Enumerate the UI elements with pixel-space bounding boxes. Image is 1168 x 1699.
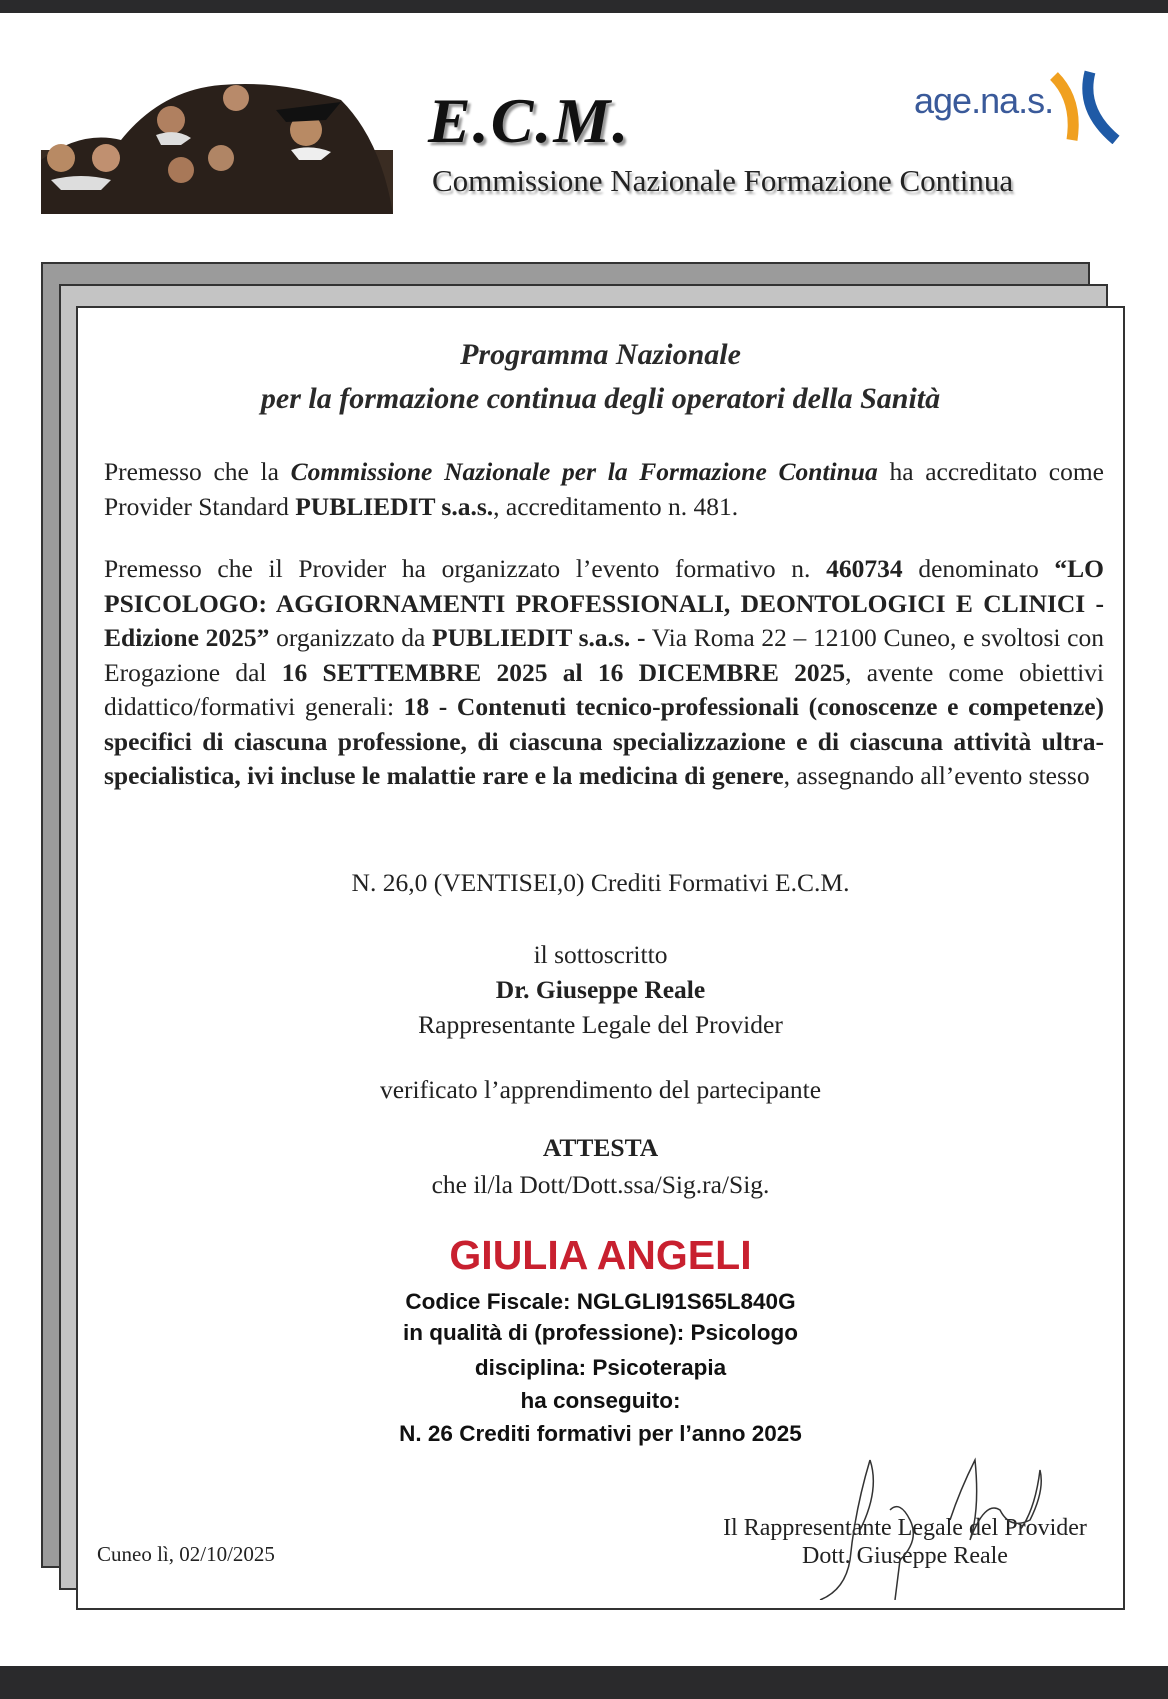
event-title: “LO PSICOLOGO: AGGIORNAMENTI PROFESSIONALI, DEONTOLOGICI E CLINICI - Edizione 2025” [104,554,1104,652]
title-options: che il/la Dott/Dott.ssa/Sig.ra/Sig. [431,1170,770,1199]
agenas-logo-icon [1050,70,1120,144]
obtained-label: ha conseguito: [520,1388,681,1413]
verified-label: verificato l’apprendimento del partecipante [379,1075,822,1104]
text: Via Roma 22 – 12100 Cuneo, e svoltosi con Erogazione dal [104,623,1104,687]
provider-name: PUBLIEDIT s.a.s. - [432,623,646,652]
anatomy-lesson-painting [41,80,393,214]
agenas-logo-text: age.na.s. [914,80,1054,121]
certificate-title: Programma Nazionale [460,338,741,371]
ecm-logo-text: E.C.M. [428,85,631,156]
text: ha accreditato come Provider Standard [104,457,1105,521]
place-date: Cuneo lì, 02/10/2025 [97,1542,275,1566]
footer-signer-name: Dott. Giuseppe Reale [802,1543,1008,1569]
text: , assegnando all’evento stesso [783,761,1090,790]
text: , avente come obiettivi didattico/formativi generali: [104,657,1105,721]
codice-fiscale: Codice Fiscale: NGLGLI91S65L840G [405,1289,796,1314]
commission-subtitle: Commissione Nazionale Formazione Continua [432,163,1014,198]
event-number: 460734 [826,554,903,583]
undersigned-label: il sottoscritto [533,940,668,969]
event-paragraph [104,552,1104,794]
accreditation-paragraph [104,455,1104,524]
event-dates: 16 SETTEMBRE 2025 al 16 DICEMBRE 2025 [281,657,846,687]
text: Premesso che la [104,457,291,486]
signer-role: Rappresentante Legale del Provider [418,1010,783,1039]
signer-name: Dr. Giuseppe Reale [495,975,706,1004]
commission-name: Commissione Nazionale per la Formazione Continua [290,457,878,486]
discipline: disciplina: Psicoterapia [474,1355,727,1380]
attesta-label: ATTESTA [542,1133,659,1162]
bottom-bar [0,1666,1168,1699]
text: denominato [902,554,1055,583]
participant-name: GIULIA ANGELI [449,1232,752,1278]
text: , accreditamento n. 481. [493,491,739,521]
footer-signer-role: Il Rappresentante Legale del Provider [723,1515,1087,1541]
text: Premesso che il Provider ha organizzato l’evento formativo n. [104,554,827,583]
signature [800,1450,1080,1600]
credits-assigned: N. 26,0 (VENTISEI,0) Crediti Formativi E.C.M. [351,868,850,897]
profession: in qualità di (professione): Psicologo [402,1320,799,1345]
credits-obtained: N. 26 Crediti formativi per l’anno 2025 [399,1421,802,1446]
event-objectives: 18 - Contenuti tecnico-professionali (conoscenze e competenze) specifici di ciascuna professione, di ciascuna specializzazione e di ciascuna attività ultra-specialistica, ivi incluse le malattie rare e la medicina di genere [104,692,1104,790]
provider-name: PUBLIEDIT s.a.s. [295,491,494,521]
top-bar [0,0,1168,13]
text: organizzato da [269,623,433,652]
certificate-subtitle: per la formazione continua degli operatori della Sanità [260,382,941,415]
